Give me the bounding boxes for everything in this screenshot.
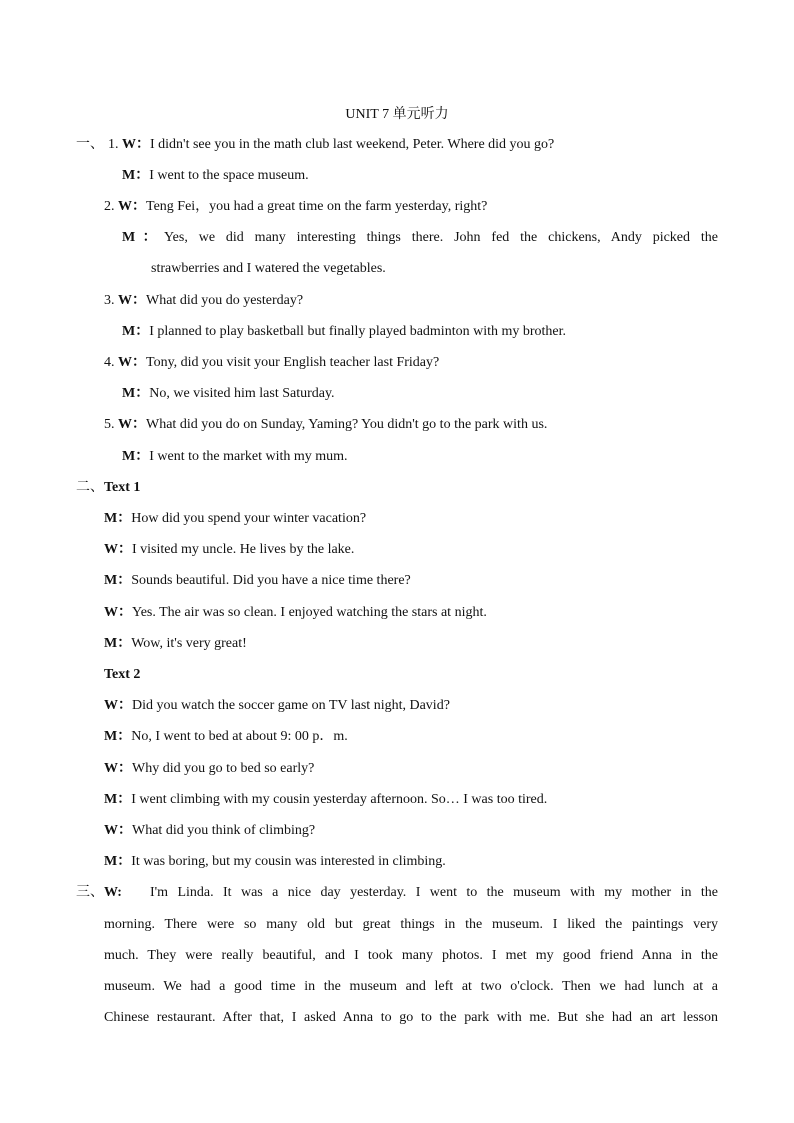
q3-w-line — [104, 292, 303, 310]
speaker-label: M： — [104, 854, 132, 869]
section-two-marker: 二、 — [76, 480, 104, 495]
text1-heading: Text 1 — [104, 480, 141, 495]
text2-heading: Text 2 — [104, 667, 141, 682]
q2-w-text: Teng Fei，you had a great time on the farm yesterday, right? — [146, 199, 488, 214]
dialogue-text: It was boring, but my cousin was interested in climbing. — [131, 854, 446, 869]
dialogue-text: I visited my uncle. He lives by the lake. — [132, 542, 355, 557]
q5-m-text: I went to the market with my mum. — [149, 449, 348, 464]
page-title: UNIT 7 单元听力 — [345, 107, 449, 122]
speaker-label: M： — [104, 511, 132, 526]
text2-line-1 — [104, 697, 450, 715]
q2-m-text-1: Yes, we did many interesting things there. John fed the chickens, Andy picked the — [163, 230, 718, 245]
speaker-label: M： — [104, 792, 132, 807]
q1-m-text: I went to the space museum. — [149, 168, 309, 183]
q1-m-line — [122, 167, 309, 185]
text2-line-5 — [104, 822, 315, 840]
speaker-label: W： — [104, 761, 132, 776]
q5-m-line — [122, 448, 348, 466]
q4-m-line — [122, 385, 335, 403]
dialogue-text: I went climbing with my cousin yesterday afternoon. So… I was too tired. — [131, 792, 548, 807]
q3-m-text: I planned to play basketball but finally played badminton with my brother. — [149, 324, 567, 339]
speaker-label: W： — [104, 542, 132, 557]
section-three-heading — [76, 884, 122, 902]
q5-w-label: W： — [118, 417, 146, 432]
section-three-marker: 三、 — [76, 885, 104, 900]
dialogue-text: Why did you go to bed so early? — [132, 761, 315, 776]
dialogue-text: Did you watch the soccer game on TV last night, David? — [132, 698, 450, 713]
text2-line-4 — [104, 791, 547, 809]
q4-m-text: No, we visited him last Saturday. — [149, 386, 335, 401]
q1-w-line — [108, 136, 554, 154]
passage-line-2: morning. There were so many old but great things in the museum. I liked the paintings very — [104, 917, 718, 932]
dialogue-text: What did you think of climbing? — [132, 823, 316, 838]
q3-m-label: M： — [122, 324, 150, 339]
speaker-label: M： — [104, 573, 132, 588]
q3-m-line — [122, 323, 566, 341]
text1-line-5 — [104, 635, 247, 653]
passage-line-1: I'm Linda. It was a nice day yesterday. I went to the museum with my mother in the — [150, 885, 718, 900]
passage-line-5: Chinese restaurant. After that, I asked Anna to go to the park with me. But she had an art lesson — [104, 1010, 718, 1025]
q2-number: 2. — [104, 199, 115, 214]
section-two-heading — [76, 479, 140, 497]
text2-line-3 — [104, 760, 314, 778]
q4-w-text: Tony, did you visit your English teacher last Friday? — [146, 355, 440, 370]
dialogue-text: No, I went to bed at about 9: 00 p．m. — [131, 729, 348, 744]
q3-w-label: W： — [118, 293, 146, 308]
q5-m-label: M： — [122, 449, 150, 464]
q2-m-line-2: strawberries and I watered the vegetables. — [151, 261, 386, 276]
q4-m-label: M： — [122, 386, 150, 401]
passage-line-4: museum. We had a good time in the museum and left at two o'clock. Then we had lunch at a — [104, 979, 718, 994]
q2-w-line — [104, 198, 487, 216]
q4-number: 4. — [104, 355, 115, 370]
q5-w-text: What did you do on Sunday, Yaming? You didn't go to the park with us. — [146, 417, 548, 432]
speaker-label: M： — [104, 636, 132, 651]
text1-line-2 — [104, 541, 354, 559]
speaker-label: W： — [104, 605, 132, 620]
speaker-label: M： — [104, 729, 132, 744]
text1-line-3 — [104, 572, 411, 590]
q1-w-label: W： — [122, 137, 150, 152]
text1-line-4 — [104, 604, 487, 622]
q5-number: 5. — [104, 417, 115, 432]
q3-number: 3. — [104, 293, 115, 308]
speaker-label: W： — [104, 823, 132, 838]
q4-w-label: W： — [118, 355, 146, 370]
passage-line-3: much. They were really beautiful, and I took many photos. I met my good friend Anna in the — [104, 948, 718, 963]
q1-w-text: I didn't see you in the math club last weekend, Peter. Where did you go? — [150, 137, 555, 152]
dialogue-text: Yes. The air was so clean. I enjoyed watching the stars at night. — [132, 605, 487, 620]
q1-m-label: M： — [122, 168, 150, 183]
text1-line-1 — [104, 510, 366, 528]
q2-m-line — [122, 229, 718, 247]
q2-m-label: M： — [122, 230, 164, 245]
dialogue-text: Wow, it's very great! — [131, 636, 247, 651]
speaker-label: W： — [104, 698, 132, 713]
q5-w-line — [104, 416, 547, 434]
q4-w-line — [104, 354, 439, 372]
text2-line-2 — [104, 728, 348, 746]
section-three-label: W: — [104, 885, 122, 900]
dialogue-text: How did you spend your winter vacation? — [131, 511, 367, 526]
q3-w-text: What did you do yesterday? — [146, 293, 304, 308]
dialogue-text: Sounds beautiful. Did you have a nice time there? — [131, 573, 411, 588]
q1-number: 1. — [108, 137, 119, 152]
text2-line-6 — [104, 853, 446, 871]
section-one-marker: 一、 — [76, 137, 104, 152]
q2-w-label: W： — [118, 199, 146, 214]
